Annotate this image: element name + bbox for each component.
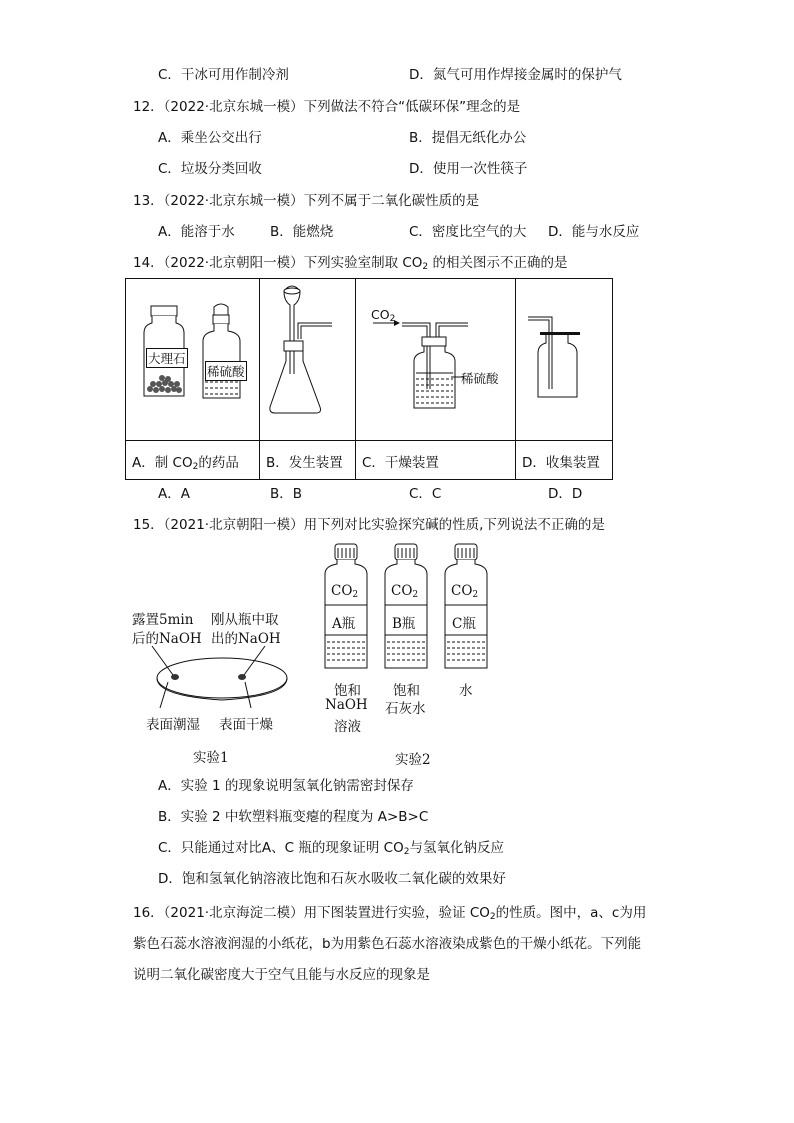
q15-option-a: A．实验 1 的现象说明氢氧化钠需密封保存 bbox=[158, 778, 414, 794]
q14-cell-a-caption: A．制 $CO_2$的药品 bbox=[126, 441, 260, 480]
exp2-caption: 实验2 bbox=[395, 752, 431, 768]
bottle-a-below-2: NaOH bbox=[325, 697, 368, 713]
q16-line-1: 16．（2021·北京海淀二模）用下图装置进行实验，验证 $CO_2$的性质。图中，a、c为用 bbox=[133, 905, 647, 922]
q16-line-2: 紫色石蕊水溶液润湿的小纸花，b为用紫色石蕊水溶液染成紫色的干燥小纸花。下列能 bbox=[133, 936, 642, 952]
q15-option-c: C．只能通过对比A、C 瓶的现象证明 $CO_2$与氢氧化钠反应 bbox=[158, 840, 504, 857]
q14-cell-b-caption: B．发生装置 bbox=[260, 441, 356, 480]
bottle-b-below-2: 石灰水 bbox=[385, 701, 426, 717]
q14-cell-a-figure bbox=[126, 279, 260, 441]
bottle-b-name: B瓶 bbox=[392, 616, 416, 632]
q12-option-c: C．垃圾分类回收 bbox=[158, 161, 262, 177]
exp1-left-under-label: 表面潮湿 bbox=[146, 717, 200, 733]
q14-cell-d-caption: D．收集装置 bbox=[516, 441, 613, 480]
q12-option-b: B．提倡无纸化办公 bbox=[409, 130, 527, 146]
q13-option-c: C．密度比空气的大 bbox=[409, 224, 527, 240]
exp1-right-label-2: 出的NaOH bbox=[211, 631, 281, 647]
q15-option-b: B．实验 2 中软塑料瓶变瘪的程度为 A>B>C bbox=[158, 809, 429, 825]
q14-option-b: B．B bbox=[270, 486, 303, 502]
sulfuric-acid-label: 稀硫酸 bbox=[205, 361, 247, 381]
exp1-right-label-1: 刚从瓶中取 bbox=[211, 612, 279, 628]
bottle-c-gas-label: $CO_2$ bbox=[451, 583, 479, 600]
q14-option-d: D．D bbox=[548, 486, 583, 502]
q11-option-d: D．氮气可用作焊接金属时的保护气 bbox=[409, 67, 622, 83]
q14-cell-d-figure bbox=[516, 279, 613, 441]
bottle-a-below-3: 溶液 bbox=[334, 719, 361, 735]
q12-option-d: D．使用一次性筷子 bbox=[409, 161, 528, 177]
drying-liquid-label: 稀硫酸 bbox=[461, 371, 499, 386]
erlenmeyer-generator-figure bbox=[260, 279, 355, 436]
q16-line-3: 说明二氧化碳密度大于空气且能与水反应的现象是 bbox=[133, 967, 430, 983]
co2-inlet-label: $CO_2$ bbox=[371, 307, 396, 324]
exp1-left-label-1: 露置5min bbox=[132, 612, 194, 628]
soft-bottles-figure bbox=[318, 540, 498, 675]
gas-collection-bottle-figure bbox=[516, 279, 612, 436]
bottle-a-gas-label: $CO_2$ bbox=[331, 583, 359, 600]
q12-option-a: A．乘坐公交出行 bbox=[158, 130, 262, 146]
bottle-a-name: A瓶 bbox=[332, 616, 356, 632]
q14-figure-table bbox=[125, 278, 613, 480]
q13-stem: 13．（2022·北京东城一模）下列不属于二氧化碳性质的是 bbox=[133, 193, 480, 209]
q11-option-c: C．干冰可用作制冷剂 bbox=[158, 67, 289, 83]
exp1-caption: 实验1 bbox=[193, 750, 229, 766]
exp1-right-under-label: 表面干燥 bbox=[219, 717, 273, 733]
q14-option-a: A．A bbox=[158, 486, 190, 502]
q14-stem: 14．（2022·北京朝阳一模）下列实验室制取 $CO_2$ 的相关图示不正确的是 bbox=[133, 255, 568, 272]
bottle-b-gas-label: $CO_2$ bbox=[391, 583, 419, 600]
q13-option-a: A．能溶于水 bbox=[158, 224, 235, 240]
q13-option-d: D．能与水反应 bbox=[548, 224, 640, 240]
q14-option-c: C．C bbox=[409, 486, 442, 502]
q14-cell-c-caption: C．干燥装置 bbox=[356, 441, 516, 480]
drying-bottle-figure bbox=[356, 279, 515, 436]
bottle-c-name: C瓶 bbox=[452, 616, 476, 632]
q12-stem: 12．（2022·北京东城一模）下列做法不符合“低碳环保”理念的是 bbox=[133, 99, 521, 115]
exp1-left-label-2: 后的NaOH bbox=[132, 631, 202, 647]
q15-option-d: D．饱和氢氧化钠溶液比饱和石灰水吸收二氧化碳的效果好 bbox=[158, 871, 506, 887]
q13-option-b: B．能燃烧 bbox=[270, 224, 334, 240]
marble-label: 大理石 bbox=[146, 348, 188, 368]
bottle-b-below-1: 饱和 bbox=[393, 683, 420, 699]
q14-cell-b-figure bbox=[260, 279, 356, 441]
q15-stem: 15．（2021·北京朝阳一模）用下列对比实验探究碱的性质,下列说法不正确的是 bbox=[133, 517, 605, 533]
q14-cell-c-figure bbox=[356, 279, 516, 441]
bottle-c-below-1: 水 bbox=[459, 683, 473, 699]
bottle-a-below-1: 饱和 bbox=[334, 683, 361, 699]
